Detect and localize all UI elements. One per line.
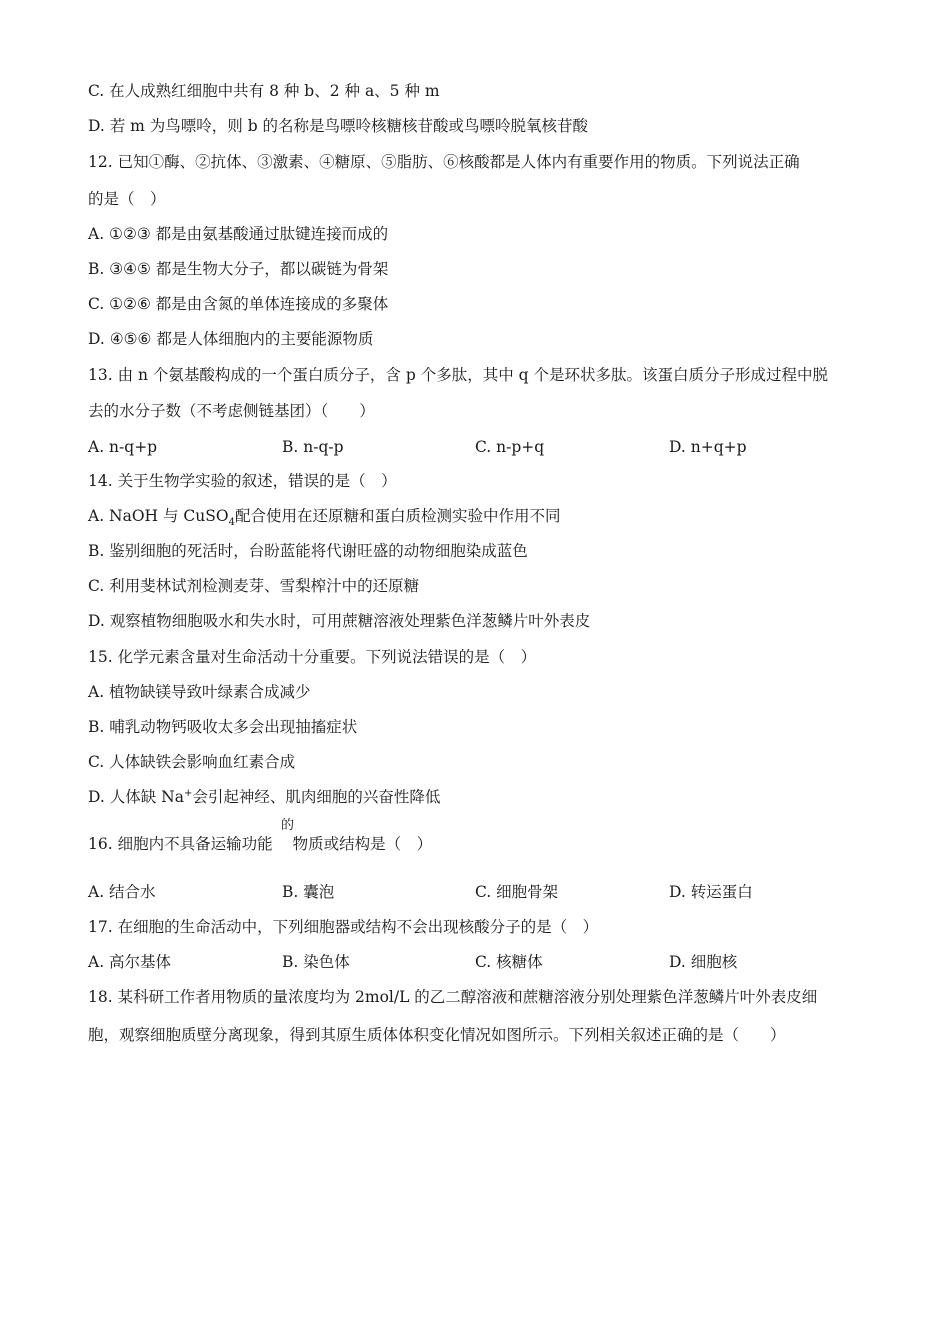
q15-option-c: C. 人体缺铁会影响血红素合成 <box>88 753 296 771</box>
q16-option-c: C. 细胞骨架 <box>475 883 559 901</box>
q13-stem-line2: 去的水分子数（不考虑侧链基团）（ ） <box>88 402 375 420</box>
q13-option-a: A. n-q+p <box>88 438 158 456</box>
q15-option-d-post: 会引起神经、肌肉细胞的兴奋性降低 <box>192 788 441 806</box>
q12-stem-line2: 的是（ ） <box>88 190 166 208</box>
q14-option-c: C. 利用斐林试剂检测麦芽、雪梨榨汁中的还原糖 <box>88 577 420 595</box>
q17-option-c: C. 核糖体 <box>475 953 543 971</box>
q17-option-d: D. 细胞核 <box>669 953 738 971</box>
q13-option-b: B. n-q-p <box>282 438 344 456</box>
q16-option-b: B. 囊泡 <box>282 883 335 901</box>
q12-option-a: A. ①②③ 都是由氨基酸通过肽键连接而成的 <box>88 225 389 243</box>
q17-option-b: B. 染色体 <box>282 953 350 971</box>
q16-option-d: D. 转运蛋白 <box>669 883 753 901</box>
q13-stem-line1: 13. 由 n 个氨基酸构成的一个蛋白质分子，含 p 个多肽，其中 q 个是环状多肽。该蛋白质分子形成过程中脱 <box>88 366 828 384</box>
q15-option-d <box>88 787 440 807</box>
q15-stem: 15. 化学元素含量对生命活动十分重要。下列说法错误的是（ ） <box>88 648 537 666</box>
q18-stem-line1: 18. 某科研工作者用物质的量浓度均为 2mol/L 的乙二醇溶液和蔗糖溶液分别处理紫色洋葱鳞片叶外表皮细 <box>88 988 818 1006</box>
q15-option-d-pre: D. 人体缺 Na <box>88 788 184 806</box>
q11-option-d: D. 若 m 为鸟嘌呤，则 b 的名称是鸟嘌呤核糖核苷酸或鸟嘌呤脱氧核苷酸 <box>88 117 589 135</box>
q18-stem-line2: 胞，观察细胞质壁分离现象，得到其原生质体体积变化情况如图所示。下列相关叙述正确的是（ ） <box>88 1026 786 1044</box>
q14-stem: 14. 关于生物学实验的叙述，错误的是（ ） <box>88 472 397 490</box>
q16-stem-post: 物质或结构是（ ） <box>292 835 433 853</box>
q14-option-b: B. 鉴别细胞的死活时，台盼蓝能将代谢旺盛的动物细胞染成蓝色 <box>88 542 528 560</box>
q12-option-d: D. ④⑤⑥ 都是人体细胞内的主要能源物质 <box>88 330 374 348</box>
q13-option-c: C. n-p+q <box>475 438 545 456</box>
q11-option-c: C. 在人成熟红细胞中共有 8 种 b、2 种 a、5 种 m <box>88 82 440 100</box>
q17-option-a: A. 高尔基体 <box>88 953 172 971</box>
q14-option-d: D. 观察植物细胞吸水和失水时，可用蔗糖溶液处理紫色洋葱鳞片叶外表皮 <box>88 612 591 630</box>
q16-option-a: A. 结合水 <box>88 883 156 901</box>
q13-option-d: D. n+q+p <box>669 438 747 456</box>
q16-stem-pre: 16. 细胞内不具备运输功能 <box>88 835 273 853</box>
q14-option-a-pre: A. NaOH 与 CuSO <box>88 507 229 525</box>
q12-stem-line1: 12. 已知①酶、②抗体、③激素、④糖原、⑤脂肪、⑥核酸都是人体内有重要作用的物质。下列说法正确 <box>88 153 800 171</box>
q16-raised-character: 的 <box>281 818 295 833</box>
q12-option-b: B. ③④⑤ 都是生物大分子，都以碳链为骨架 <box>88 260 389 278</box>
q14-option-a <box>88 506 561 529</box>
q15-option-d-superscript: + <box>183 787 193 799</box>
q14-option-a-subscript: 4 <box>228 517 235 529</box>
q15-option-a: A. 植物缺镁导致叶绿素合成减少 <box>88 683 311 701</box>
q16-stem <box>88 834 432 854</box>
q14-option-a-post: 配合使用在还原糖和蛋白质检测实验中作用不同 <box>234 507 561 525</box>
q15-option-b: B. 哺乳动物钙吸收太多会出现抽搐症状 <box>88 718 358 736</box>
q12-option-c: C. ①②⑥ 都是由含氮的单体连接成的多聚体 <box>88 295 389 313</box>
q17-stem: 17. 在细胞的生命活动中，下列细胞器或结构不会出现核酸分子的是（ ） <box>88 918 599 936</box>
